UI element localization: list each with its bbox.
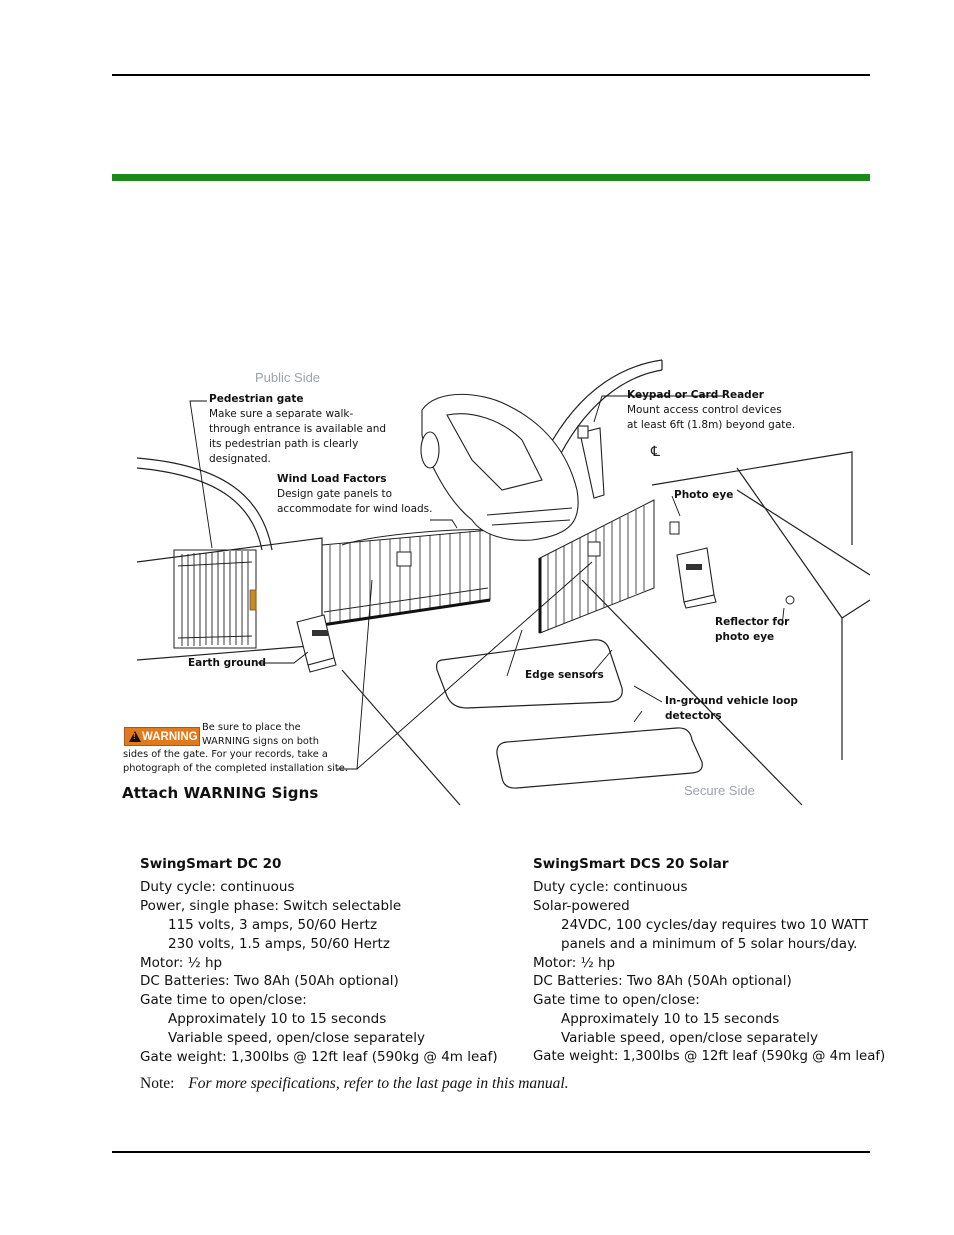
earth-ground-callout: Earth ground [188,657,266,669]
note-label: Note: [140,1075,175,1092]
spec-line: 115 volts, 3 amps, 50/60 Hertz [168,916,378,933]
note [140,1075,569,1093]
gate-installation-diagram [112,340,870,810]
pedestrian-gate-line: through entrance is available and [209,423,387,435]
wind-load-line: accommodate for wind loads. [277,503,433,515]
wind-load-callout [277,472,457,517]
pedestrian-gate-line: designated. [209,453,271,465]
spec-line: 24VDC, 100 cycles/day requires two 10 WATT [561,916,869,933]
spec-line: Variable speed, open/close separately [561,1030,818,1047]
reflector-line: photo eye [715,631,775,643]
warning-line: photograph of the completed installation site. [123,762,348,774]
public-side-label: Public Side [255,370,321,385]
warning-text [123,721,363,775]
spec-line: Power, single phase: Switch selectable [140,897,402,914]
pedestrian-gate-line: Make sure a separate walk- [209,408,354,420]
spec-title: SwingSmart DC 20 [140,856,282,872]
spec-line: Gate weight: 1,300lbs @ 12ft leaf (590kg @ 4m leaf) [533,1049,886,1065]
note-text: For more specifications, refer to the last page in this manual. [188,1075,569,1092]
spec-line: Duty cycle: continuous [140,878,295,895]
spec-line: Approximately 10 to 15 seconds [168,1011,387,1028]
spec-line: panels and a minimum of 5 solar hours/day. [561,935,858,952]
keypad-title: Keypad or Card Reader [627,389,764,401]
keypad-line: at least 6ft (1.8m) beyond gate. [627,419,796,431]
loop-detectors-line: In-ground vehicle loop [665,695,798,707]
spec-line: 230 volts, 1.5 amps, 50/60 Hertz [168,935,390,952]
spec-line: Variable speed, open/close separately [168,1030,425,1047]
secure-side-label: Secure Side [684,783,755,798]
bottom-rule [112,1151,870,1153]
spec-line: Motor: ½ hp [140,954,223,971]
keypad-line: Mount access control devices [627,404,782,416]
spec-dcs20-solar [533,855,886,1067]
loop-detectors-line: detectors [665,710,722,722]
warning-line: Be sure to place the [202,722,301,733]
pedestrian-gate-line: its pedestrian path is clearly [209,438,359,450]
spec-line: Solar-powered [533,897,630,914]
spec-line: Duty cycle: continuous [533,878,688,895]
wind-load-title: Wind Load Factors [277,473,387,485]
spec-line: Approximately 10 to 15 seconds [561,1011,780,1028]
spec-line: Motor: ½ hp [533,954,616,971]
warning-line: sides of the gate. For your records, take a [123,749,328,760]
centerline-mark: ℄ [651,444,660,460]
spec-dc20 [140,855,498,1067]
loop-detectors-callout [665,694,798,724]
pedestrian-gate-title: Pedestrian gate [209,393,304,405]
edge-sensors-callout: Edge sensors [525,669,604,681]
pedestrian-gate-callout [209,392,399,467]
reflector-line: Reflector for [715,616,790,628]
warning-line: WARNING signs on both [202,735,319,747]
wind-load-line: Design gate panels to [277,488,393,500]
spec-line: DC Batteries: Two 8Ah (50Ah optional) [533,973,792,990]
spec-line: Gate time to open/close: [140,992,307,1009]
top-rule [112,74,870,76]
photo-eye-callout: Photo eye [674,489,734,501]
spec-line: Gate time to open/close: [533,992,700,1009]
spec-line: DC Batteries: Two 8Ah (50Ah optional) [140,973,399,990]
attach-warning-heading: Attach WARNING Signs [122,784,319,802]
reflector-callout [715,615,789,645]
section-bar [112,174,870,181]
warning-badge-label: WARNING [142,731,198,743]
spec-title: SwingSmart DCS 20 Solar [533,856,729,872]
spec-line: Gate weight: 1,300lbs @ 12ft leaf (590kg @ 4m leaf) [140,1049,498,1066]
keypad-callout [627,388,807,433]
